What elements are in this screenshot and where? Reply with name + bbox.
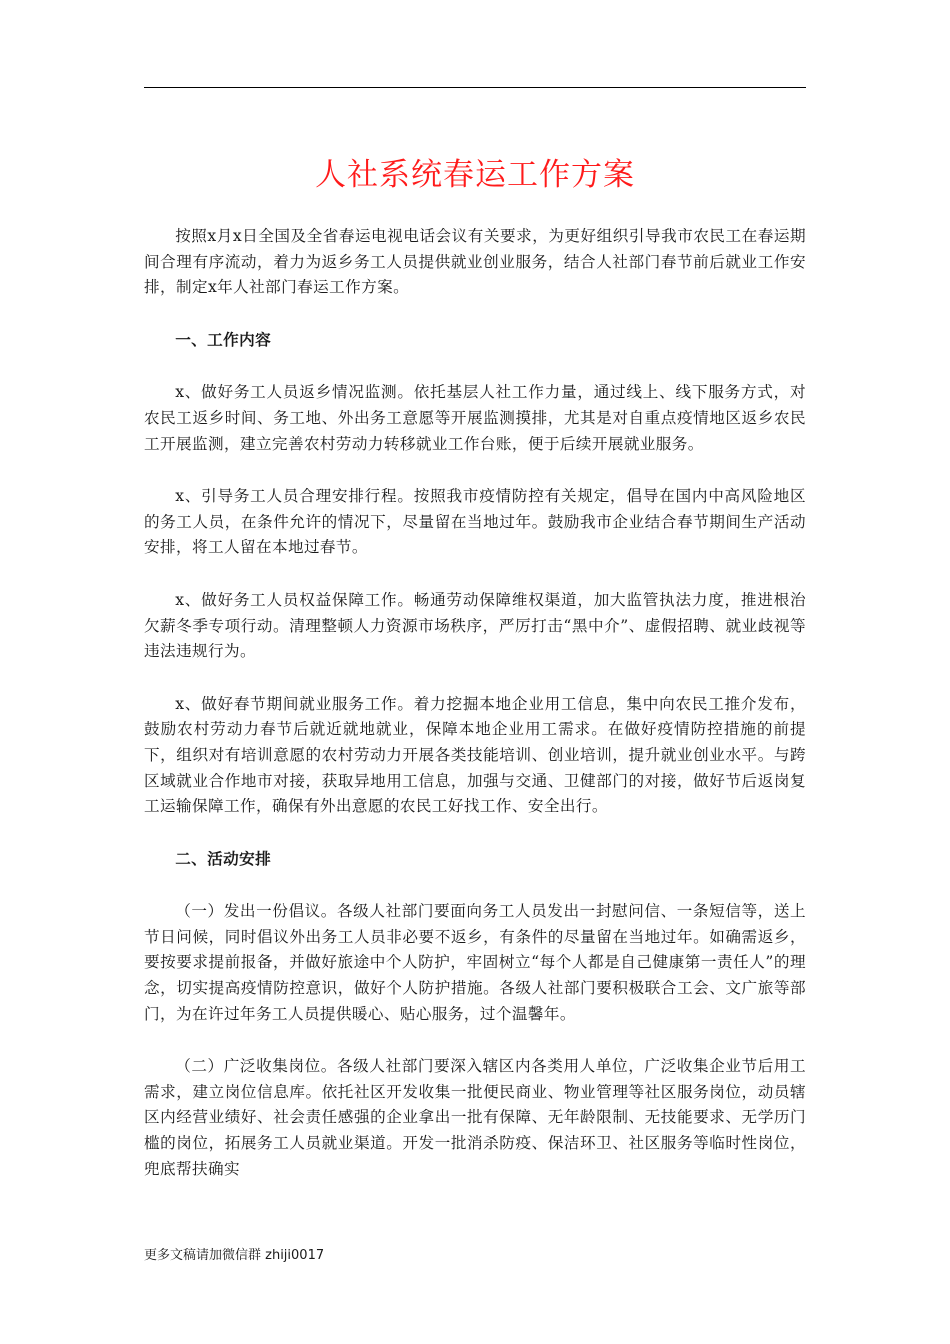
body-paragraph: x、做好务工人员权益保障工作。畅通劳动保障维权渠道，加大监管执法力度，推进根治欠薪冬季专项行动。清理整顿人力资源市场秩序，严厉打击“黑中介”、虚假招聘、就业歧视等违法违规行为。	[144, 590, 806, 661]
intro-paragraph: 按照x月x日全国及全省春运电视电话会议有关要求，为更好组织引导我市农民工在春运期间合理有序流动，着力为返乡务工人员提供就业创业服务，结合人社部门春节前后就业工作安排，制定x年人社部门春运工作方案。	[144, 227, 806, 297]
body-paragraph: （一）发出一份倡议。各级人社部门要面向务工人员发出一封慰问信、一条短信等，送上节日问候，同时倡议外出务工人员非必要不返乡，有条件的尽量留在当地过年。如确需返乡，要按要求提前报备，并做好旅途中个人防护，牢固树立“每个人都是自己健康第一责任人”的理念，切实提高疫情防控意识，做好个人防护措施。各级人社部门要积极联合工会、文广旅等部门，为在许过年务工人员提供暖心、贴心服务，过个温馨年。	[144, 902, 806, 1023]
body-paragraph: （二）广泛收集岗位。各级人社部门要深入辖区内各类用人单位，广泛收集企业节后用工需求，建立岗位信息库。依托社区开发收集一批便民商业、物业管理等社区服务岗位，动员辖区内经营业绩好、社会责任感强的企业拿出一批有保障、无年龄限制、无技能要求、无学历门槛的岗位，拓展务工人员就业渠道。开发一批消杀防疫、保洁环卫、社区服务等临时性岗位，兜底帮扶确实	[144, 1057, 806, 1178]
section-heading-activities: 二、活动安排	[175, 849, 272, 868]
body-paragraph: x、做好春节期间就业服务工作。着力挖掘本地企业用工信息，集中向农民工推介发布，鼓励农村劳动力春节后就近就地就业，保障本地企业用工需求。在做好疫情防控措施的前提下，组织对有培训意愿的农村劳动力开展各类技能培训、创业培训，提升就业创业水平。与跨区域就业合作地市对接，获取异地用工信息，加强与交通、卫健部门的对接，做好节后返岗复工运输保障工作，确保有外出意愿的农民工好找工作、安全出行。	[144, 694, 806, 816]
body-paragraph: x、做好务工人员返乡情况监测。依托基层人社工作力量，通过线上、线下服务方式，对农民工返乡时间、务工地、外出务工意愿等开展监测摸排，尤其是对自重点疫情地区返乡农民工开展监测，建立完善农村劳动力转移就业工作台账，便于后续开展就业服务。	[144, 383, 806, 453]
footer-note: 更多文稿请加微信群 zhiji0017	[144, 1248, 325, 1263]
section-heading-work-content: 一、工作内容	[175, 330, 272, 349]
body-paragraph: x、引导务工人员合理安排行程。按照我市疫情防控有关规定，倡导在国内中高风险地区的务工人员，在条件允许的情况下，尽量留在当地过年。鼓励我市企业结合春节期间生产活动安排，将工人留在本地过春节。	[144, 487, 806, 557]
document-body	[144, 224, 806, 1209]
header-divider	[144, 87, 806, 88]
document-title: 人社系统春运工作方案	[315, 157, 635, 193]
